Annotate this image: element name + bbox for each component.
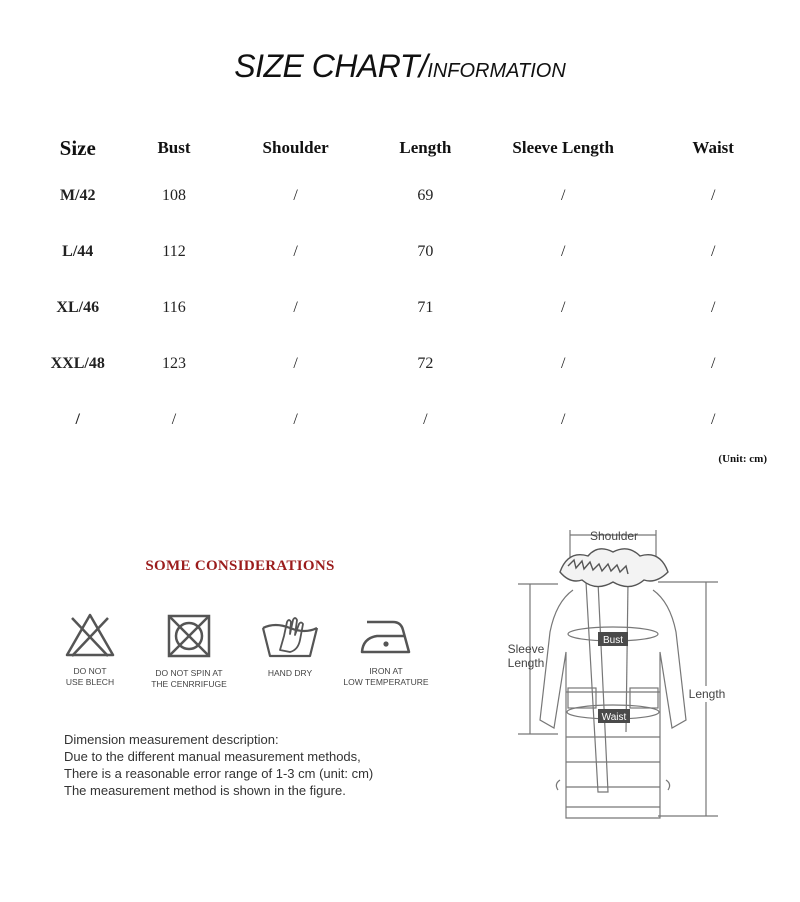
cell-sleeve-length: / [560,187,566,204]
cell-length: 71 [417,299,434,316]
measurement-figure [498,522,738,822]
considerations-title: SOME CONSIDERATIONS [145,558,335,574]
table-row [22,336,774,392]
figure-label-length: Length [688,687,726,701]
description-line: The measurement method is shown in the figure. [64,783,346,798]
cell-bust: 123 [162,355,186,372]
cell-waist: / [710,187,716,204]
cell-sleeve-length: / [560,411,566,428]
cell-size: XL/46 [56,299,100,316]
do-not-bleach-icon [64,612,116,658]
cell-length: 70 [417,243,434,260]
iron-low-temperature-icon [359,612,413,658]
cell-length: / [423,411,428,428]
cell-length: 69 [417,187,434,204]
care-label-line2: USE BLECH [65,677,115,687]
cell-sleeve-length: / [560,243,566,260]
cell-bust: / [171,411,177,428]
figure-label-sleeve-line1: Sleeve [507,642,545,656]
header-waist: Waist [692,138,734,157]
cell-waist: / [710,355,716,372]
table-row [22,280,774,336]
header-length: Length [399,138,452,157]
cell-size: / [75,411,80,428]
cell-shoulder: / [293,243,298,260]
cell-bust: 112 [162,243,186,260]
cell-waist: / [710,411,716,428]
cell-waist: / [710,299,716,316]
figure-label-sleeve-line2: Length [507,656,545,670]
size-table [22,128,774,448]
table-row [22,168,774,224]
header-bust: Bust [157,138,191,157]
title-sub: INFORMATION [427,60,566,82]
page-title [0,48,800,85]
header-size: Size [59,135,96,160]
cell-bust: 108 [162,187,186,204]
care-item-tumble [139,612,239,690]
care-label-line2: LOW TEMPERATURE [343,677,429,687]
care-label-line2: THE CENRRIFUGE [151,679,227,689]
cell-size: M/42 [59,187,96,204]
cell-bust: 116 [162,299,186,316]
cell-shoulder: / [293,299,298,316]
measurement-description [64,731,373,799]
care-label-line1: DO NOT [73,666,107,676]
description-line: Due to the different manual measurement methods, [64,749,361,764]
figure-label-shoulder: Shoulder [590,529,639,543]
description-line: There is a reasonable error range of 1-3 cm (unit: cm) [64,766,374,781]
table-row [22,392,774,448]
unit-note: (Unit: cm) [718,453,767,465]
table-row [22,224,774,280]
cell-shoulder: / [293,187,298,204]
figure-label-waist: Waist [601,712,627,723]
figure-label-bust: Bust [602,635,624,646]
care-label-line1: IRON AT [369,666,403,676]
title-main: SIZE CHART/ [234,48,428,84]
cell-length: 72 [417,355,434,372]
cell-shoulder: / [293,355,298,372]
cell-sleeve-length: / [560,299,566,316]
hand-wash-icon [260,612,320,660]
care-item-bleach [40,612,140,688]
care-item-hand-wash [240,612,340,679]
care-item-iron [336,612,436,688]
cell-size: XXL/48 [50,355,105,372]
table-header-row [22,128,774,168]
cell-sleeve-length: / [560,355,566,372]
cell-size: L/44 [62,243,94,260]
cell-waist: / [710,243,716,260]
cell-shoulder: / [293,411,298,428]
care-label-line1: DO NOT SPIN AT [155,668,223,678]
header-sleeve-length: Sleeve Length [512,138,614,157]
do-not-tumble-dry-icon [165,612,213,660]
header-shoulder: Shoulder [262,138,329,157]
coat-illustration [498,522,738,822]
care-label-line1: HAND DRY [267,668,313,678]
description-line: Dimension measurement description: [64,732,279,747]
